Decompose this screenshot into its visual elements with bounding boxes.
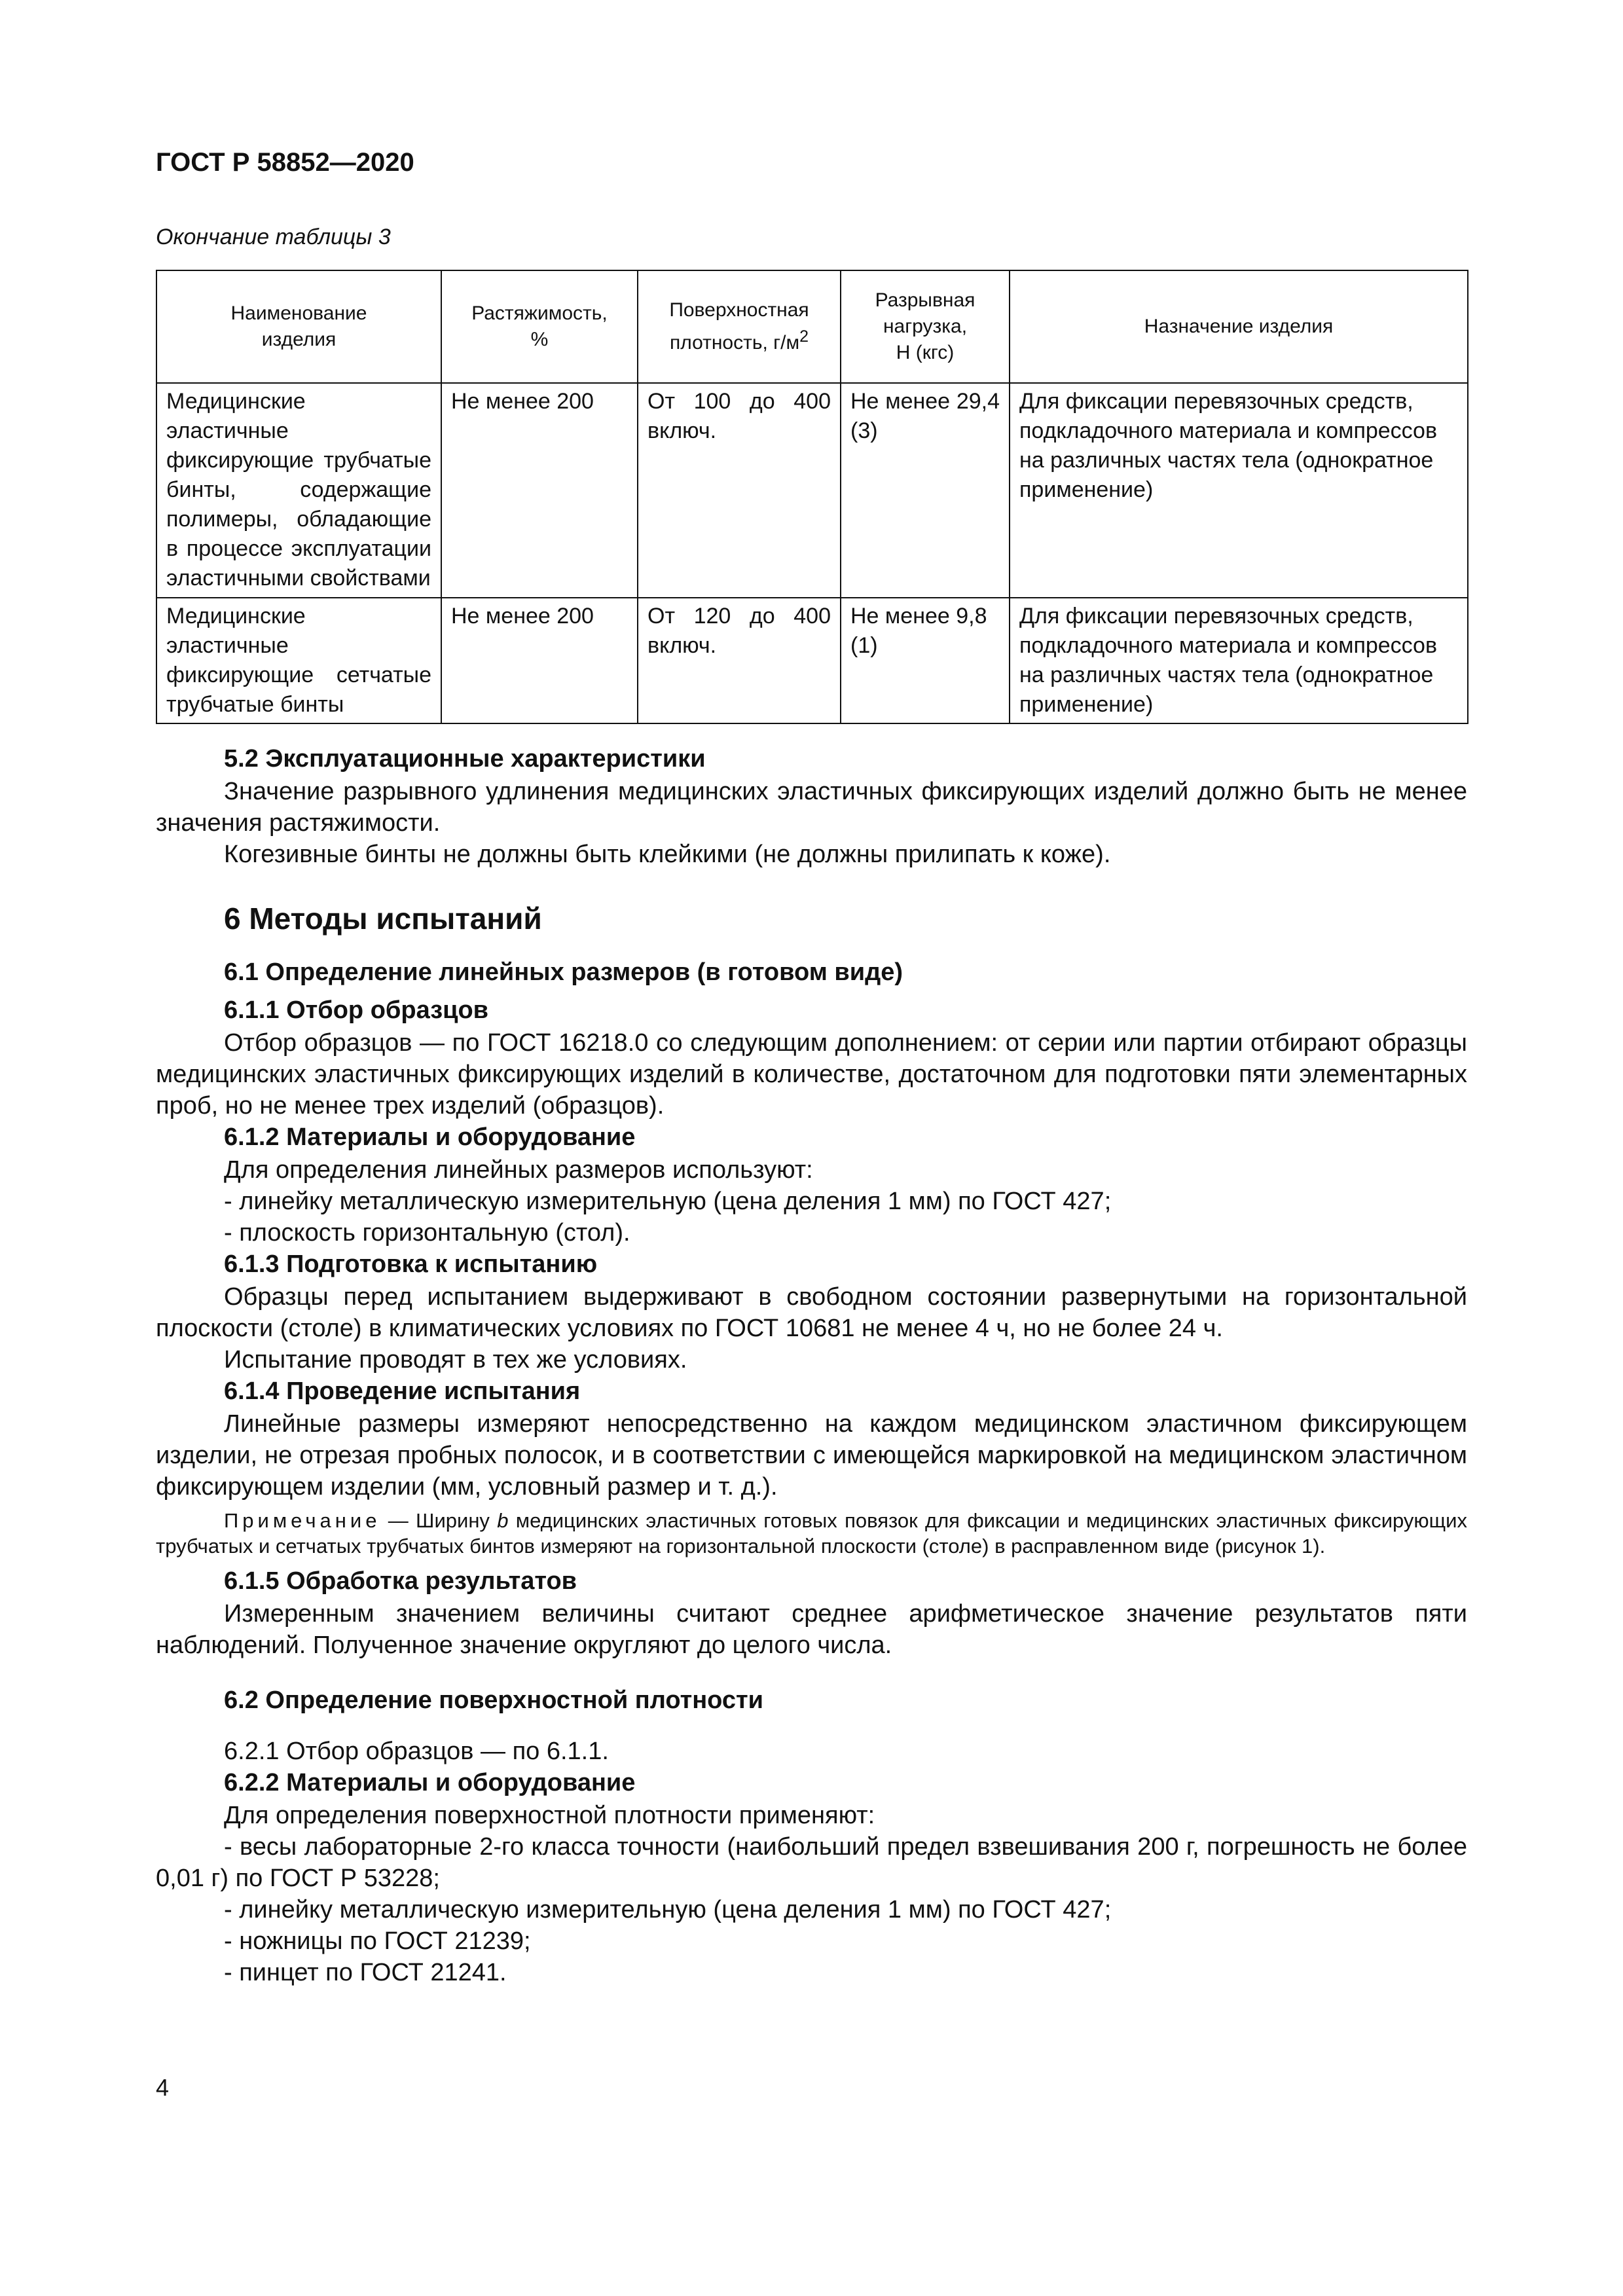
cell-stretch: Не менее 200 [441, 383, 638, 598]
col-header-density: Поверхностная плотность, $г/м^2$ [638, 270, 841, 383]
paragraph: Линейные размеры измеряют непосредственно на каждом медицинском эластичном фиксирующем изделии, не отрезая пробных полосок, и в соответствии с имеющейся маркировкой на медицинском эластичном фиксирующем изделии (мм, условный размер и т. д.). [156, 1410, 1467, 1501]
table-header-row [156, 270, 1468, 383]
table-caption: Окончание таблицы 3 [156, 225, 391, 249]
cell-stretch: Не менее 200 [441, 598, 638, 723]
standard-header: ГОСТ Р 58852—2020 [156, 148, 414, 177]
table-row [156, 598, 1468, 723]
heading-6-1-3: 6.1.3 Подготовка к испытанию [224, 1250, 598, 1278]
paragraph: Образцы перед испытанием выдерживают в свободном состоянии развернутыми на горизонтальной плоскости (столе) в климатических условиях по ГОСТ 10681 не менее 4 ч, но не более 24 ч. [156, 1283, 1467, 1342]
paragraph: Для определения поверхностной плотности применяют: [224, 1802, 875, 1829]
cell-name: Медицинские эластичные фиксирующие сетчатые трубчатые бинты [156, 598, 441, 723]
paragraph: Отбор образцов — по ГОСТ 16218.0 со следующим дополнением: от серии или партии отбирают образцы медицинских эластичных фиксирующих изделий в количестве, достаточном для подготовки пяти элементарных проб, но не менее трех изделий (образцов). [156, 1029, 1467, 1120]
heading-6-1: 6.1 Определение линейных размеров (в готовом виде) [224, 958, 903, 986]
specs-table [156, 270, 1468, 724]
heading-6-1-1: 6.1.1 Отбор образцов [224, 996, 489, 1024]
document-body [156, 743, 1467, 1988]
paragraph: Значение разрывного удлинения медицинских эластичных фиксирующих изделий должно быть не менее значения растяжимости. [156, 778, 1467, 837]
list-item: - ножницы по ГОСТ 21239; [224, 1927, 531, 1955]
list-item: - линейку металлическую измерительную (цена деления 1 мм) по ГОСТ 427; [224, 1896, 1112, 1923]
cell-load: Не менее 29,4 (3) [841, 383, 1010, 598]
paragraph: 6.2.1 Отбор образцов — по 6.1.1. [224, 1738, 609, 1765]
paragraph: Испытание проводят в тех же условиях. [224, 1346, 687, 1374]
cell-name: Медицинские эластичные фиксирующие трубчатые бинты, содержащие полимеры, обладающие в процессе эксплуатации эластичными свойствами [156, 383, 441, 598]
heading-6-1-4: 6.1.4 Проведение испытания [224, 1377, 581, 1405]
cell-purpose: Для фиксации перевязочных средств, подкладочного материала и компрессов на различных частях тела (однократное применение) [1010, 598, 1468, 723]
cell-density: От 120 до 400 включ. [638, 598, 841, 723]
paragraph: Когезивные бинты не должны быть клейкими (не должны прилипать к коже). [224, 841, 1111, 868]
heading-6: 6 Методы испытаний [224, 902, 542, 936]
page-number: 4 [156, 2074, 170, 2101]
list-item: - плоскость горизонтальную (стол). [224, 1219, 630, 1247]
paragraph: Для определения линейных размеров используют: [224, 1156, 813, 1184]
note: Примечание — Ширину b медицинских эластичных готовых повязок для фиксации и медицинских эластичных фиксирующих трубчатых и сетчатых трубчатых бинтов измеряют на горизонтальной плоскости (столе) в расправленном виде (рисунок 1). [156, 1509, 1467, 1558]
cell-density: От 100 до 400 включ. [638, 383, 841, 598]
table-row [156, 383, 1468, 598]
col-header-purpose: Назначение изделия [1010, 270, 1468, 383]
list-item: - линейку металлическую измерительную (цена деления 1 мм) по ГОСТ 427; [224, 1188, 1112, 1215]
cell-load: Не менее 9,8 (1) [841, 598, 1010, 723]
heading-6-2-2: 6.2.2 Материалы и оборудование [224, 1769, 636, 1796]
heading-6-2: 6.2 Определение поверхностной плотности [224, 1686, 763, 1714]
list-item: - весы лабораторные 2-го класса точности (наибольший предел взвешивания 200 г, погрешность не более 0,01 г) по ГОСТ Р 53228; [156, 1833, 1467, 1892]
paragraph: Измеренным значением величины считают среднее арифметическое значение результатов пяти наблюдений. Полученное значение округляют до целого числа. [156, 1600, 1467, 1659]
heading-5-2: 5.2 Эксплуатационные характеристики [224, 745, 706, 773]
list-item: - пинцет по ГОСТ 21241. [224, 1959, 507, 1986]
col-header-stretch: Растяжимость, % [441, 270, 638, 383]
col-header-name: Наименование изделия [156, 270, 441, 383]
cell-purpose: Для фиксации перевязочных средств, подкладочного материала и компрессов на различных частях тела (однократное применение) [1010, 383, 1468, 598]
heading-6-1-5: 6.1.5 Обработка результатов [224, 1567, 577, 1595]
col-header-load: Разрывная нагрузка, Н (кгс) [841, 270, 1010, 383]
heading-6-1-2: 6.1.2 Материалы и оборудование [224, 1123, 636, 1151]
